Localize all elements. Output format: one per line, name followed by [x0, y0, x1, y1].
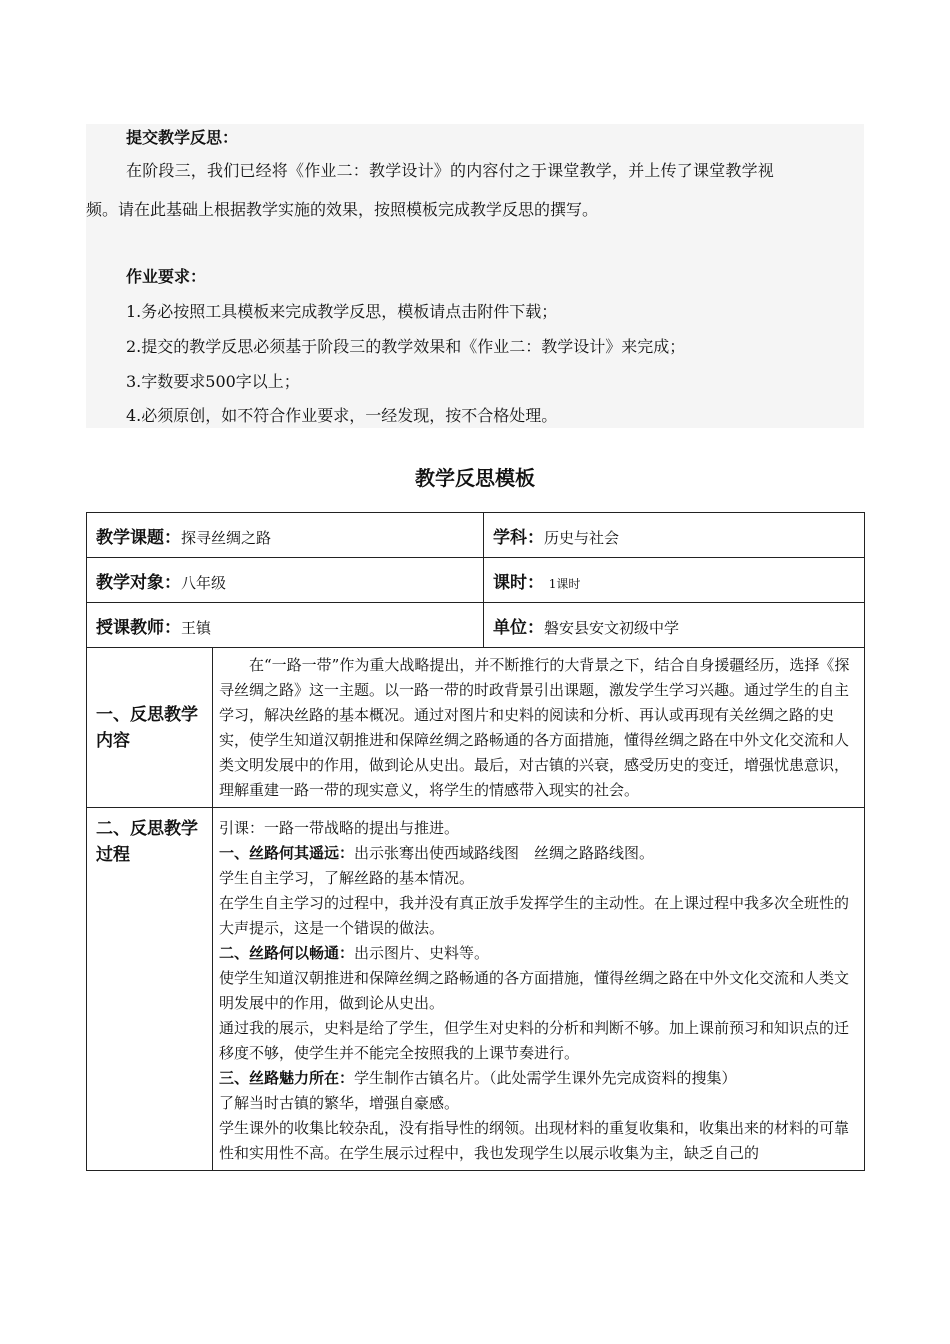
section2-paragraph: 学生课外的收集比较杂乱，没有指导性的纲领。出现材料的重复收集和，收集出来的材料的可靠性和实用性不高。在学生展示过程中，我也发现学生以展示收集为主，缺乏自己的: [219, 1119, 850, 1162]
section2-point1: [219, 841, 858, 866]
requirement-item-1: 1.务必按照工具模板来完成教学反思，模板请点击附件下载；: [126, 302, 558, 321]
section2-paragraph: 在学生自主学习的过程中，我并没有真正放手发挥学生的主动性。在上课过程中我多次全班性的大声提示，这是一个错误的做法。: [219, 894, 850, 937]
section2-point1-text: 出示张骞出使西域路线图 丝绸之路路线图。: [354, 844, 655, 862]
hours-label: 课时：: [493, 572, 545, 593]
audience-value: 八年级: [181, 573, 227, 592]
section2-label-cell: [87, 808, 213, 1171]
section1-text: 在“一路一带”作为重大战略提出，并不断推行的大背景之下，结合自身援疆经历，选择《探寻丝绸之路》这一主题。以一路一带的时政背景引出课题，激发学生学习兴趣。通过学生的自主学习，解决丝路的基本概况。通过对图片和史料的阅读和分析、再认或再现有关丝绸之路的史实，使学生知道汉朝推进和保障丝绸之路畅通的各方面措施，懂得丝绸之路在中外文化交流和人类文明发展中的作用，做到论从史出。最后，对古镇的兴衰，感受历史的变迁，增强忧患意识，理解重建一路一带的现实意义，将学生的情感带入现实的社会。: [219, 656, 850, 799]
subject-label: 学科：: [493, 527, 545, 548]
section2-point3-text: 学生制作古镇名片。（此处需学生课外先完成资料的搜集）: [354, 1069, 737, 1087]
intro-paragraph-line1: 在阶段三，我们已经将《作业二：教学设计》的内容付之于课堂教学，并上传了课堂教学视: [126, 161, 775, 180]
teacher-label: 授课教师：: [96, 617, 181, 638]
section2-point2-text: 出示图片、史料等。: [354, 944, 490, 962]
row-teacher-unit: [87, 603, 865, 648]
section2-intro: 引课：一路一带战略的提出与推进。: [219, 819, 460, 837]
section2-paragraph: 了解当时古镇的繁华，增强自豪感。: [219, 1094, 460, 1112]
section2-label: 二、反思教学过程: [96, 819, 198, 865]
requirements-heading: 作业要求：: [126, 267, 207, 286]
section2-paragraph: 学生自主学习，了解丝路的基本情况。: [219, 869, 475, 887]
requirement-item-4: 4.必须原创，如不符合作业要求，一经发现，按不合格处理。: [126, 406, 558, 425]
section2-point3-head: 三、丝路魅力所在：: [219, 1069, 355, 1087]
subject-value: 历史与社会: [544, 528, 620, 547]
section2-paragraph: 通过我的展示，史料是给了学生，但学生对史料的分析和判断不够。加上课前预习和知识点的迁移度不够，使学生并不能完全按照我的上课节奏进行。: [219, 1019, 850, 1062]
audience-label: 教学对象：: [96, 572, 181, 593]
section2-point3: [219, 1066, 858, 1091]
section2-point2: [219, 941, 858, 966]
cell-audience: [87, 558, 484, 603]
topic-value: 探寻丝绸之路: [181, 528, 272, 547]
row-topic-subject: [87, 513, 865, 558]
requirement-item-2: 2.提交的教学反思必须基于阶段三的教学效果和《作业二：教学设计》来完成；: [126, 337, 686, 356]
section2-paragraph: 使学生知道汉朝推进和保障丝绸之路畅通的各方面措施，懂得丝绸之路在中外文化交流和人类文明发展中的作用，做到论从史出。: [219, 969, 850, 1012]
section2-point2-head: 二、丝路何以畅通：: [219, 944, 355, 962]
section1-content-cell: [213, 648, 865, 808]
cell-topic: [87, 513, 484, 558]
cell-unit: [484, 603, 865, 648]
section2-point1-head: 一、丝路何其遥远：: [219, 844, 355, 862]
section1-label: 一、反思教学内容: [96, 704, 198, 751]
section2-content-cell: [213, 808, 865, 1171]
template-title: 教学反思模板: [415, 466, 535, 490]
unit-value: 磐安县安文初级中学: [544, 618, 680, 637]
row-audience-hours: [87, 558, 865, 603]
cell-hours: [484, 558, 865, 603]
unit-label: 单位：: [493, 617, 545, 638]
cell-teacher: [87, 603, 484, 648]
hours-value: 1课时: [548, 576, 581, 591]
row-section2: [87, 808, 865, 1171]
reflection-table: [86, 512, 865, 1171]
cell-subject: [484, 513, 865, 558]
intro-paragraph-line2: 频。请在此基础上根据教学实施的效果，按照模板完成教学反思的撰写。: [86, 200, 599, 219]
row-section1: [87, 648, 865, 808]
intro-heading: 提交教学反思：: [126, 128, 239, 147]
requirement-item-3: 3.字数要求500字以上；: [126, 372, 300, 391]
section1-label-cell: [87, 648, 213, 808]
topic-label: 教学课题：: [96, 527, 181, 548]
teacher-value: 王镇: [181, 618, 212, 637]
